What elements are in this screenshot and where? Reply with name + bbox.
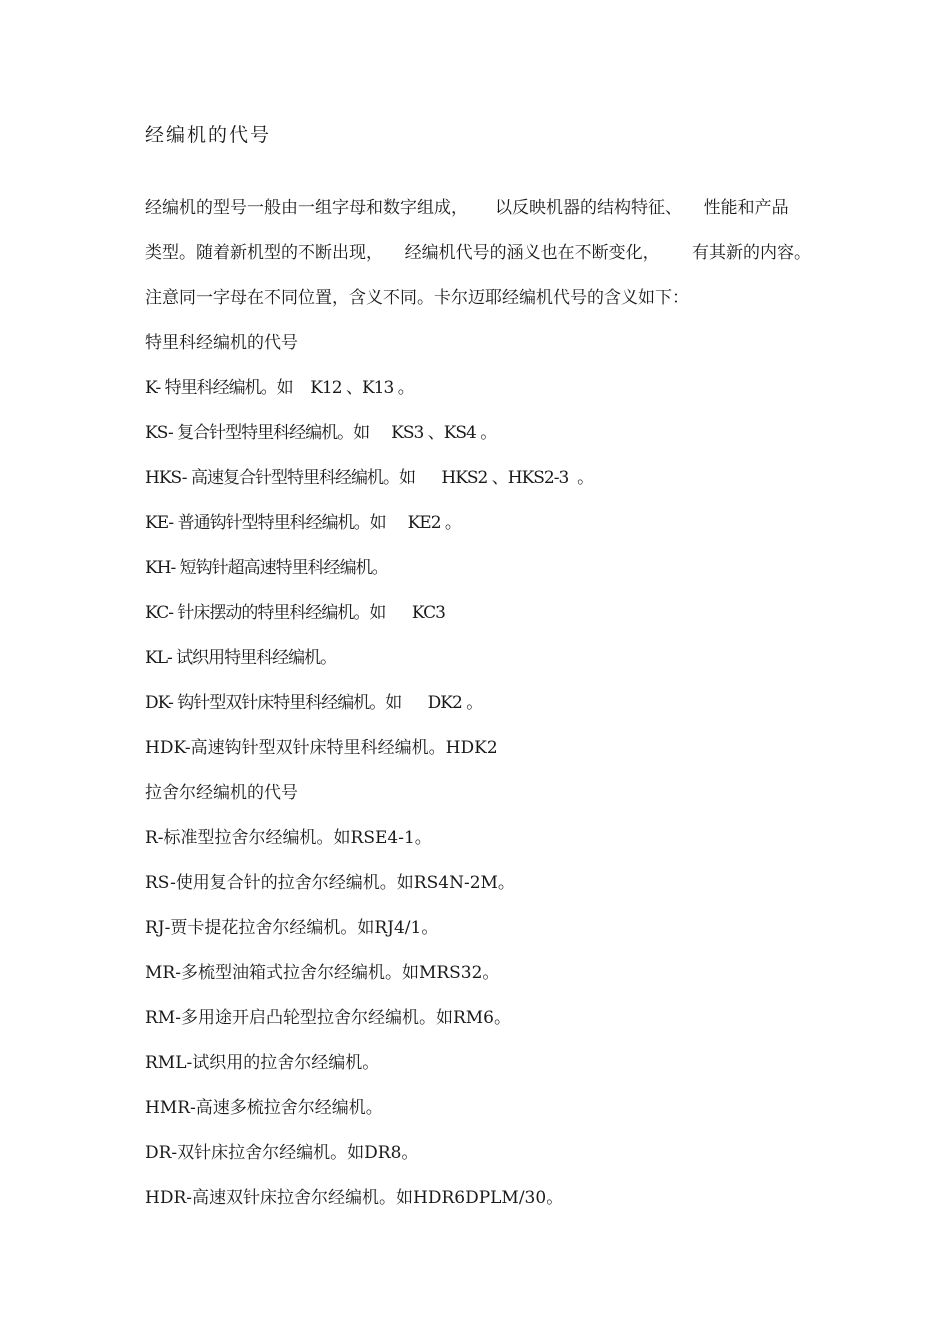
raschel-item: HMR-高速多梳拉舍尔经编机。	[145, 1098, 383, 1118]
tricot-item: DK- 钩针型双针床特里科经编机。如 DK2 。	[145, 693, 483, 713]
tricot-item: K- 特里科经编机。如 K12 、K13 。	[145, 378, 414, 398]
tricot-item: KS- 复合针型特里科经编机。如 KS3 、KS4 。	[145, 423, 497, 443]
raschel-item: MR-多梳型油箱式拉舍尔经编机。如MRS32。	[145, 963, 500, 983]
raschel-item: DR-双针床拉舍尔经编机。如DR8。	[145, 1143, 419, 1163]
document-title: 经编机的代号	[145, 124, 272, 146]
raschel-item: RM-多用途开启凸轮型拉舍尔经编机。如RM6。	[145, 1008, 511, 1028]
intro-line-3: 注意同一字母在不同位置，含义不同。卡尔迈耶经编机代号的含义如下：	[145, 288, 689, 308]
raschel-item: RJ-贾卡提花拉舍尔经编机。如RJ4/1。	[145, 918, 439, 938]
raschel-item: RML-试织用的拉舍尔经编机。	[145, 1053, 380, 1073]
tricot-item: KE- 普通钩针型特里科经编机。如 KE2 。	[145, 513, 461, 533]
tricot-item: HKS- 高速复合针型特里科经编机。如 HKS2 、HKS2-3 。	[145, 468, 594, 488]
raschel-item: HDR-高速双针床拉舍尔经编机。如HDR6DPLM/30。	[145, 1188, 564, 1208]
raschel-item: R-标准型拉舍尔经编机。如RSE4-1。	[145, 828, 432, 848]
tricot-item: HDK-高速钩针型双针床特里科经编机。HDK2	[145, 738, 498, 758]
intro-line-2: 类型。随着新机型的不断出现， 经编机代号的涵义也在不断变化， 有其新的内容。	[145, 243, 812, 263]
tricot-item: KH- 短钩针超高速特里科经编机。	[145, 558, 388, 578]
tricot-item: KC- 针床摆动的特里科经编机。如 KC3	[145, 603, 445, 623]
section-heading-tricot: 特里科经编机的代号	[145, 333, 298, 353]
section-heading-raschel: 拉舍尔经编机的代号	[145, 783, 298, 803]
raschel-item: RS-使用复合针的拉舍尔经编机。如RS4N-2M。	[145, 873, 515, 893]
intro-line-1: 经编机的型号一般由一组字母和数字组成， 以反映机器的结构特征、 性能和产品	[145, 198, 789, 218]
tricot-item: KL- 试织用特里科经编机。	[145, 648, 337, 668]
